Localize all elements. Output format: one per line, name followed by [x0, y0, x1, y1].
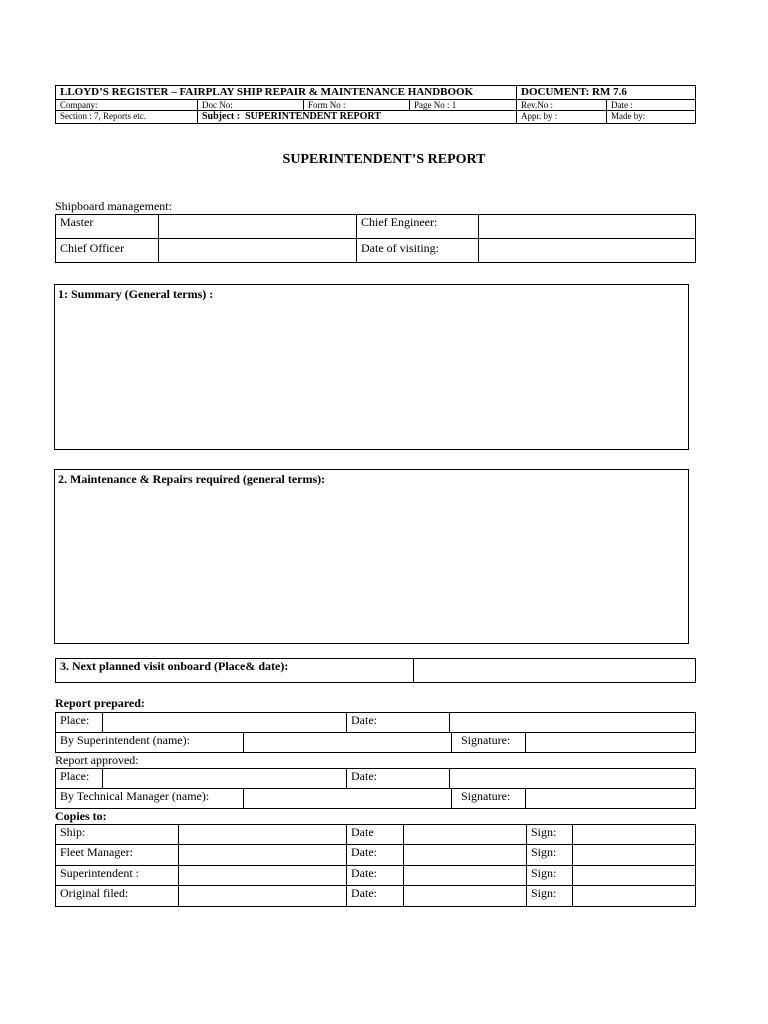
- approved-signature-field[interactable]: [526, 789, 696, 809]
- appr-by-label: Appr. by :: [517, 111, 607, 124]
- next-visit-heading: 3. Next planned visit onboard (Place& date):: [56, 659, 414, 683]
- prepared-signature-label: Signature:: [452, 733, 526, 753]
- prepared-by-label: By Superintendent (name):: [56, 733, 244, 753]
- summary-heading: 1: Summary (General terms) :: [58, 287, 214, 301]
- shipboard-table: [55, 214, 696, 263]
- copies-row-label: Ship:: [56, 825, 179, 845]
- master-label: Master: [56, 215, 159, 239]
- approved-place-label: Place:: [56, 769, 103, 789]
- report-prepared-heading: Report prepared:: [55, 696, 145, 710]
- chief-officer-field[interactable]: [159, 239, 357, 263]
- subject-label: Subject :: [202, 111, 241, 122]
- copies-row-label: Superintendent :: [56, 866, 179, 886]
- prepared-place-label: Place:: [56, 713, 103, 733]
- report-approved-place-table: [55, 768, 696, 789]
- page-no-label: Page No : 1: [410, 100, 517, 111]
- copies-row: [56, 886, 696, 907]
- copies-row-date-label: Date:: [347, 886, 404, 907]
- copies-table: [55, 824, 696, 907]
- copies-row-sign-label: Sign:: [527, 845, 573, 866]
- header-date-label: Date :: [607, 100, 696, 111]
- report-prepared-by-table: [55, 732, 696, 753]
- handbook-title: LLOYD’S REGISTER – FAIRPLAY SHIP REPAIR & MAINTENANCE HANDBOOK: [56, 86, 517, 100]
- prepared-date-field[interactable]: [450, 713, 696, 733]
- copies-row-sign-field[interactable]: [573, 886, 696, 907]
- copies-row: [56, 845, 696, 866]
- header-table: [55, 85, 696, 124]
- made-by-label: Made by:: [607, 111, 696, 124]
- subject-value: SUPERINTENDENT REPORT: [245, 111, 381, 122]
- date-of-visiting-label: Date of visiting:: [357, 239, 479, 263]
- approved-by-field[interactable]: [244, 789, 452, 809]
- copies-row-name-field[interactable]: [179, 866, 347, 886]
- form-no-label: Form No :: [304, 100, 410, 111]
- subject-cell: [198, 111, 517, 124]
- chief-engineer-label: Chief Engineer:: [357, 215, 479, 239]
- page-title: SUPERINTENDENT’S REPORT: [282, 152, 486, 167]
- next-visit-field[interactable]: [414, 659, 696, 683]
- copies-row-sign-label: Sign:: [527, 866, 573, 886]
- approved-signature-label: Signature:: [452, 789, 526, 809]
- maintenance-heading: 2. Maintenance & Repairs required (general terms):: [58, 472, 326, 486]
- prepared-date-label: Date:: [347, 713, 450, 733]
- copies-row-sign-field[interactable]: [573, 866, 696, 886]
- copies-heading: Copies to:: [55, 809, 107, 823]
- copies-row: [56, 866, 696, 886]
- copies-row-name-field[interactable]: [179, 845, 347, 866]
- copies-row: [56, 825, 696, 845]
- copies-row-date-label: Date:: [347, 866, 404, 886]
- doc-no-label: Doc No:: [198, 100, 304, 111]
- copies-row-sign-field[interactable]: [573, 825, 696, 845]
- copies-row-date-field[interactable]: [404, 886, 527, 907]
- prepared-signature-field[interactable]: [526, 733, 696, 753]
- copies-row-sign-label: Sign:: [527, 886, 573, 907]
- copies-row-date-label: Date: [347, 825, 404, 845]
- document-number: DOCUMENT: RM 7.6: [517, 86, 696, 100]
- approved-date-label: Date:: [347, 769, 450, 789]
- copies-row-name-field[interactable]: [179, 886, 347, 907]
- master-field[interactable]: [159, 215, 357, 239]
- prepared-place-field[interactable]: [103, 713, 347, 733]
- copies-row-sign-label: Sign:: [527, 825, 573, 845]
- section-label: Section : 7, Reports etc.: [56, 111, 198, 124]
- next-visit-table: [55, 658, 696, 683]
- copies-row-name-field[interactable]: [179, 825, 347, 845]
- report-approved-by-table: [55, 788, 696, 809]
- chief-engineer-field[interactable]: [479, 215, 696, 239]
- report-prepared-place-table: [55, 712, 696, 733]
- approved-date-field[interactable]: [450, 769, 696, 789]
- shipboard-heading: Shipboard management:: [55, 199, 172, 213]
- rev-no-label: Rev.No :: [517, 100, 607, 111]
- prepared-by-field[interactable]: [244, 733, 452, 753]
- maintenance-box[interactable]: [54, 469, 689, 644]
- approved-by-label: By Technical Manager (name):: [56, 789, 244, 809]
- date-of-visiting-field[interactable]: [479, 239, 696, 263]
- copies-row-date-field[interactable]: [404, 825, 527, 845]
- report-approved-heading: Report approved:: [55, 753, 139, 767]
- copies-row-date-label: Date:: [347, 845, 404, 866]
- copies-row-date-field[interactable]: [404, 845, 527, 866]
- copies-row-sign-field[interactable]: [573, 845, 696, 866]
- chief-officer-label: Chief Officer: [56, 239, 159, 263]
- summary-box[interactable]: [54, 284, 689, 450]
- copies-row-label: Original filed:: [56, 886, 179, 907]
- company-label: Company:: [56, 100, 198, 111]
- copies-row-label: Fleet Manager:: [56, 845, 179, 866]
- approved-place-field[interactable]: [103, 769, 347, 789]
- copies-row-date-field[interactable]: [404, 866, 527, 886]
